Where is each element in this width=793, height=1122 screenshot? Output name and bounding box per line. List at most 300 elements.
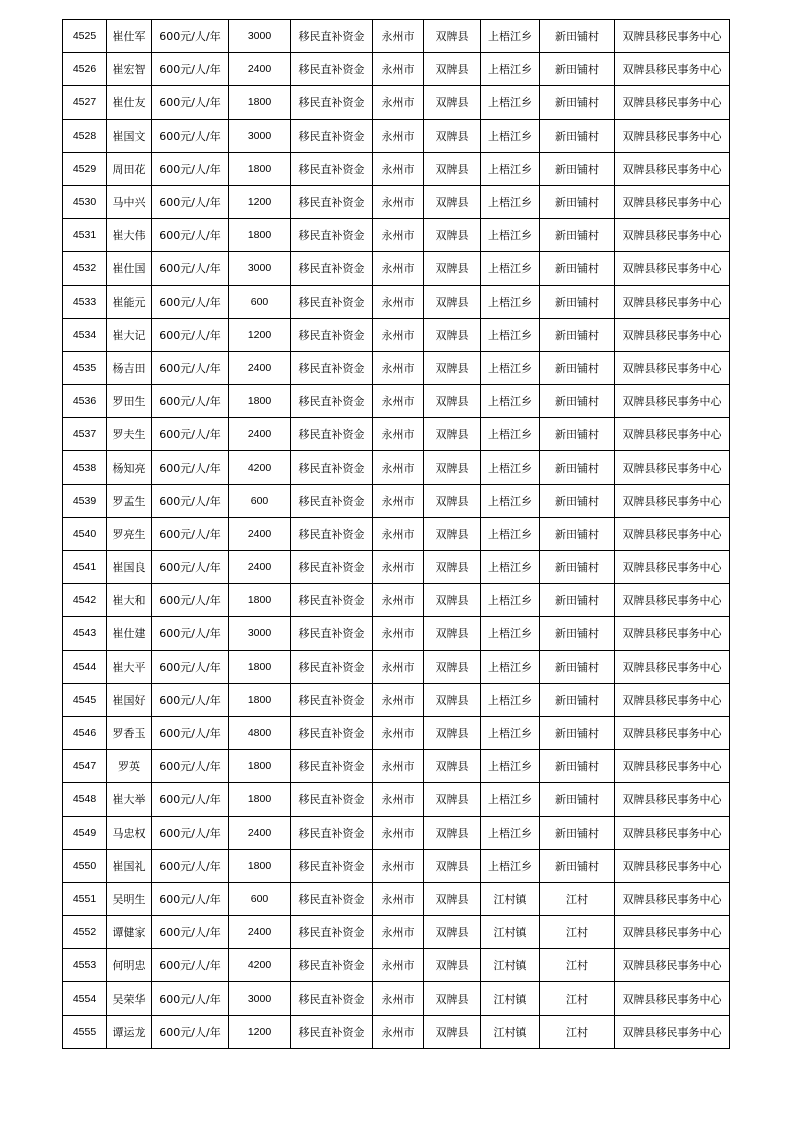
cell-county: 双牌县 [424, 152, 481, 185]
cell-agency: 双牌县移民事务中心 [615, 849, 730, 882]
cell-fund-type: 移民直补资金 [291, 949, 373, 982]
cell-name: 吴明生 [107, 882, 152, 915]
cell-county: 双牌县 [424, 683, 481, 716]
cell-city: 永州市 [373, 1015, 424, 1048]
cell-fund-type: 移民直补资金 [291, 285, 373, 318]
cell-name: 谭健家 [107, 916, 152, 949]
cell-fund-type: 移民直补资金 [291, 484, 373, 517]
cell-serial-number: 4551 [63, 882, 107, 915]
cell-serial-number: 4531 [63, 219, 107, 252]
cell-standard: 600元/人/年 [152, 683, 229, 716]
cell-fund-type: 移民直补资金 [291, 783, 373, 816]
cell-standard: 600元/人/年 [152, 318, 229, 351]
cell-amount: 600 [229, 484, 291, 517]
cell-name: 罗英 [107, 750, 152, 783]
cell-county: 双牌县 [424, 385, 481, 418]
cell-agency: 双牌县移民事务中心 [615, 53, 730, 86]
cell-agency: 双牌县移民事务中心 [615, 418, 730, 451]
cell-amount: 1800 [229, 86, 291, 119]
cell-city: 永州市 [373, 152, 424, 185]
table-row [63, 716, 730, 749]
table-row [63, 252, 730, 285]
cell-city: 永州市 [373, 53, 424, 86]
cell-standard: 600元/人/年 [152, 551, 229, 584]
cell-county: 双牌县 [424, 617, 481, 650]
cell-fund-type: 移民直补资金 [291, 716, 373, 749]
cell-city: 永州市 [373, 882, 424, 915]
cell-city: 永州市 [373, 683, 424, 716]
cell-amount: 3000 [229, 20, 291, 53]
cell-standard: 600元/人/年 [152, 185, 229, 218]
cell-name: 崔仕军 [107, 20, 152, 53]
cell-township: 上梧江乡 [481, 650, 540, 683]
cell-amount: 2400 [229, 351, 291, 384]
cell-standard: 600元/人/年 [152, 1015, 229, 1048]
cell-agency: 双牌县移民事务中心 [615, 451, 730, 484]
cell-name: 崔大伟 [107, 219, 152, 252]
cell-village: 新田铺村 [540, 53, 615, 86]
cell-city: 永州市 [373, 318, 424, 351]
cell-standard: 600元/人/年 [152, 916, 229, 949]
cell-serial-number: 4544 [63, 650, 107, 683]
cell-township: 上梧江乡 [481, 252, 540, 285]
cell-village: 江村 [540, 982, 615, 1015]
cell-city: 永州市 [373, 252, 424, 285]
cell-township: 上梧江乡 [481, 152, 540, 185]
cell-city: 永州市 [373, 716, 424, 749]
cell-fund-type: 移民直补资金 [291, 418, 373, 451]
cell-city: 永州市 [373, 650, 424, 683]
table-row [63, 86, 730, 119]
cell-standard: 600元/人/年 [152, 617, 229, 650]
cell-township: 上梧江乡 [481, 418, 540, 451]
table-row [63, 185, 730, 218]
cell-city: 永州市 [373, 86, 424, 119]
cell-township: 上梧江乡 [481, 750, 540, 783]
cell-fund-type: 移民直补资金 [291, 318, 373, 351]
cell-agency: 双牌县移民事务中心 [615, 86, 730, 119]
table-row [63, 20, 730, 53]
cell-village: 新田铺村 [540, 584, 615, 617]
cell-fund-type: 移民直补资金 [291, 517, 373, 550]
cell-serial-number: 4535 [63, 351, 107, 384]
cell-agency: 双牌县移民事务中心 [615, 949, 730, 982]
cell-agency: 双牌县移民事务中心 [615, 650, 730, 683]
table-row [63, 517, 730, 550]
cell-name: 马忠权 [107, 816, 152, 849]
cell-city: 永州市 [373, 20, 424, 53]
cell-name: 马中兴 [107, 185, 152, 218]
cell-township: 上梧江乡 [481, 683, 540, 716]
cell-amount: 4800 [229, 716, 291, 749]
cell-county: 双牌县 [424, 318, 481, 351]
table-row [63, 418, 730, 451]
table-row [63, 617, 730, 650]
cell-name: 崔大和 [107, 584, 152, 617]
table-row [63, 849, 730, 882]
cell-fund-type: 移民直补资金 [291, 816, 373, 849]
cell-serial-number: 4525 [63, 20, 107, 53]
cell-city: 永州市 [373, 750, 424, 783]
cell-city: 永州市 [373, 617, 424, 650]
cell-county: 双牌县 [424, 418, 481, 451]
cell-city: 永州市 [373, 351, 424, 384]
cell-county: 双牌县 [424, 53, 481, 86]
cell-county: 双牌县 [424, 650, 481, 683]
cell-amount: 1800 [229, 152, 291, 185]
cell-name: 崔仕友 [107, 86, 152, 119]
cell-agency: 双牌县移民事务中心 [615, 584, 730, 617]
cell-name: 崔国良 [107, 551, 152, 584]
cell-county: 双牌县 [424, 119, 481, 152]
cell-agency: 双牌县移民事务中心 [615, 1015, 730, 1048]
cell-amount: 2400 [229, 418, 291, 451]
cell-name: 吴荣华 [107, 982, 152, 1015]
cell-village: 新田铺村 [540, 86, 615, 119]
cell-name: 崔宏智 [107, 53, 152, 86]
cell-township: 上梧江乡 [481, 783, 540, 816]
cell-serial-number: 4554 [63, 982, 107, 1015]
cell-serial-number: 4547 [63, 750, 107, 783]
cell-agency: 双牌县移民事务中心 [615, 882, 730, 915]
cell-name: 崔大平 [107, 650, 152, 683]
cell-county: 双牌县 [424, 351, 481, 384]
table-row [63, 152, 730, 185]
cell-serial-number: 4532 [63, 252, 107, 285]
table-row [63, 683, 730, 716]
cell-agency: 双牌县移民事务中心 [615, 617, 730, 650]
cell-standard: 600元/人/年 [152, 849, 229, 882]
cell-amount: 1800 [229, 650, 291, 683]
cell-village: 新田铺村 [540, 219, 615, 252]
cell-amount: 3000 [229, 252, 291, 285]
cell-name: 杨知亮 [107, 451, 152, 484]
cell-serial-number: 4548 [63, 783, 107, 816]
cell-village: 新田铺村 [540, 185, 615, 218]
subsidy-table [62, 19, 730, 1049]
cell-standard: 600元/人/年 [152, 783, 229, 816]
cell-amount: 1200 [229, 185, 291, 218]
table-row [63, 584, 730, 617]
cell-county: 双牌县 [424, 219, 481, 252]
cell-county: 双牌县 [424, 783, 481, 816]
cell-serial-number: 4526 [63, 53, 107, 86]
cell-serial-number: 4552 [63, 916, 107, 949]
table-row [63, 484, 730, 517]
cell-agency: 双牌县移民事务中心 [615, 20, 730, 53]
cell-village: 新田铺村 [540, 750, 615, 783]
cell-township: 上梧江乡 [481, 285, 540, 318]
cell-agency: 双牌县移民事务中心 [615, 385, 730, 418]
cell-fund-type: 移民直补资金 [291, 53, 373, 86]
table-row [63, 982, 730, 1015]
cell-fund-type: 移民直补资金 [291, 982, 373, 1015]
cell-township: 上梧江乡 [481, 816, 540, 849]
cell-serial-number: 4550 [63, 849, 107, 882]
cell-agency: 双牌县移民事务中心 [615, 219, 730, 252]
cell-village: 新田铺村 [540, 650, 615, 683]
table-row [63, 119, 730, 152]
cell-village: 江村 [540, 949, 615, 982]
cell-fund-type: 移民直补资金 [291, 252, 373, 285]
cell-village: 新田铺村 [540, 517, 615, 550]
cell-amount: 3000 [229, 119, 291, 152]
cell-name: 罗孟生 [107, 484, 152, 517]
cell-township: 上梧江乡 [481, 86, 540, 119]
cell-county: 双牌县 [424, 451, 481, 484]
cell-village: 新田铺村 [540, 152, 615, 185]
cell-name: 罗夫生 [107, 418, 152, 451]
cell-standard: 600元/人/年 [152, 750, 229, 783]
table-row [63, 219, 730, 252]
cell-standard: 600元/人/年 [152, 20, 229, 53]
cell-agency: 双牌县移民事务中心 [615, 716, 730, 749]
cell-county: 双牌县 [424, 816, 481, 849]
cell-township: 江村镇 [481, 916, 540, 949]
cell-serial-number: 4527 [63, 86, 107, 119]
cell-serial-number: 4542 [63, 584, 107, 617]
table-row [63, 650, 730, 683]
cell-amount: 1800 [229, 849, 291, 882]
table-row [63, 916, 730, 949]
cell-standard: 600元/人/年 [152, 86, 229, 119]
cell-amount: 3000 [229, 982, 291, 1015]
cell-agency: 双牌县移民事务中心 [615, 750, 730, 783]
cell-village: 新田铺村 [540, 617, 615, 650]
cell-village: 新田铺村 [540, 551, 615, 584]
cell-township: 上梧江乡 [481, 219, 540, 252]
cell-serial-number: 4543 [63, 617, 107, 650]
cell-agency: 双牌县移民事务中心 [615, 783, 730, 816]
cell-serial-number: 4546 [63, 716, 107, 749]
cell-serial-number: 4549 [63, 816, 107, 849]
cell-fund-type: 移民直补资金 [291, 119, 373, 152]
cell-village: 新田铺村 [540, 484, 615, 517]
cell-fund-type: 移民直补资金 [291, 882, 373, 915]
cell-city: 永州市 [373, 418, 424, 451]
cell-amount: 2400 [229, 517, 291, 550]
cell-county: 双牌县 [424, 551, 481, 584]
cell-county: 双牌县 [424, 484, 481, 517]
cell-fund-type: 移民直补资金 [291, 20, 373, 53]
cell-standard: 600元/人/年 [152, 285, 229, 318]
cell-agency: 双牌县移民事务中心 [615, 517, 730, 550]
cell-standard: 600元/人/年 [152, 716, 229, 749]
cell-fund-type: 移民直补资金 [291, 351, 373, 384]
cell-fund-type: 移民直补资金 [291, 584, 373, 617]
cell-standard: 600元/人/年 [152, 152, 229, 185]
table-row [63, 385, 730, 418]
cell-name: 崔国礼 [107, 849, 152, 882]
cell-serial-number: 4530 [63, 185, 107, 218]
cell-standard: 600元/人/年 [152, 982, 229, 1015]
cell-township: 上梧江乡 [481, 119, 540, 152]
cell-name: 何明忠 [107, 949, 152, 982]
cell-county: 双牌县 [424, 20, 481, 53]
cell-amount: 2400 [229, 53, 291, 86]
cell-township: 上梧江乡 [481, 517, 540, 550]
cell-fund-type: 移民直补资金 [291, 750, 373, 783]
cell-county: 双牌县 [424, 750, 481, 783]
cell-standard: 600元/人/年 [152, 650, 229, 683]
cell-county: 双牌县 [424, 882, 481, 915]
cell-agency: 双牌县移民事务中心 [615, 351, 730, 384]
table-row [63, 318, 730, 351]
cell-name: 罗田生 [107, 385, 152, 418]
cell-agency: 双牌县移民事务中心 [615, 119, 730, 152]
cell-village: 新田铺村 [540, 849, 615, 882]
cell-standard: 600元/人/年 [152, 252, 229, 285]
cell-agency: 双牌县移民事务中心 [615, 916, 730, 949]
cell-name: 崔仕建 [107, 617, 152, 650]
table-row [63, 783, 730, 816]
cell-amount: 600 [229, 285, 291, 318]
cell-township: 上梧江乡 [481, 20, 540, 53]
cell-amount: 1800 [229, 385, 291, 418]
cell-village: 江村 [540, 916, 615, 949]
cell-fund-type: 移民直补资金 [291, 451, 373, 484]
cell-standard: 600元/人/年 [152, 119, 229, 152]
cell-village: 新田铺村 [540, 119, 615, 152]
cell-name: 崔仕国 [107, 252, 152, 285]
cell-village: 江村 [540, 882, 615, 915]
cell-agency: 双牌县移民事务中心 [615, 816, 730, 849]
cell-county: 双牌县 [424, 982, 481, 1015]
cell-amount: 2400 [229, 916, 291, 949]
cell-fund-type: 移民直补资金 [291, 185, 373, 218]
cell-county: 双牌县 [424, 716, 481, 749]
cell-fund-type: 移民直补资金 [291, 916, 373, 949]
table-row [63, 351, 730, 384]
cell-township: 上梧江乡 [481, 849, 540, 882]
cell-fund-type: 移民直补资金 [291, 152, 373, 185]
cell-serial-number: 4540 [63, 517, 107, 550]
cell-city: 永州市 [373, 551, 424, 584]
cell-serial-number: 4529 [63, 152, 107, 185]
cell-amount: 1200 [229, 318, 291, 351]
cell-amount: 3000 [229, 617, 291, 650]
cell-county: 双牌县 [424, 949, 481, 982]
cell-village: 新田铺村 [540, 285, 615, 318]
cell-fund-type: 移民直补资金 [291, 219, 373, 252]
cell-amount: 1800 [229, 219, 291, 252]
cell-name: 周田花 [107, 152, 152, 185]
cell-township: 上梧江乡 [481, 484, 540, 517]
cell-township: 上梧江乡 [481, 318, 540, 351]
cell-township: 上梧江乡 [481, 385, 540, 418]
cell-village: 新田铺村 [540, 318, 615, 351]
cell-serial-number: 4539 [63, 484, 107, 517]
cell-city: 永州市 [373, 584, 424, 617]
cell-amount: 1800 [229, 584, 291, 617]
cell-amount: 600 [229, 882, 291, 915]
cell-name: 罗亮生 [107, 517, 152, 550]
cell-village: 江村 [540, 1015, 615, 1048]
cell-city: 永州市 [373, 849, 424, 882]
table-row [63, 53, 730, 86]
cell-township: 上梧江乡 [481, 551, 540, 584]
cell-county: 双牌县 [424, 86, 481, 119]
cell-standard: 600元/人/年 [152, 451, 229, 484]
cell-name: 崔大举 [107, 783, 152, 816]
cell-agency: 双牌县移民事务中心 [615, 185, 730, 218]
cell-township: 江村镇 [481, 882, 540, 915]
cell-agency: 双牌县移民事务中心 [615, 551, 730, 584]
cell-serial-number: 4555 [63, 1015, 107, 1048]
cell-county: 双牌县 [424, 1015, 481, 1048]
cell-village: 新田铺村 [540, 351, 615, 384]
cell-township: 江村镇 [481, 982, 540, 1015]
cell-city: 永州市 [373, 949, 424, 982]
cell-name: 崔国文 [107, 119, 152, 152]
cell-serial-number: 4545 [63, 683, 107, 716]
cell-amount: 2400 [229, 551, 291, 584]
cell-name: 杨吉田 [107, 351, 152, 384]
cell-township: 上梧江乡 [481, 617, 540, 650]
cell-standard: 600元/人/年 [152, 816, 229, 849]
cell-village: 新田铺村 [540, 418, 615, 451]
cell-agency: 双牌县移民事务中心 [615, 152, 730, 185]
cell-amount: 2400 [229, 816, 291, 849]
cell-serial-number: 4537 [63, 418, 107, 451]
cell-serial-number: 4536 [63, 385, 107, 418]
table-row [63, 1015, 730, 1048]
cell-standard: 600元/人/年 [152, 418, 229, 451]
cell-serial-number: 4553 [63, 949, 107, 982]
cell-city: 永州市 [373, 119, 424, 152]
cell-township: 上梧江乡 [481, 584, 540, 617]
cell-agency: 双牌县移民事务中心 [615, 484, 730, 517]
cell-township: 江村镇 [481, 949, 540, 982]
cell-city: 永州市 [373, 451, 424, 484]
cell-standard: 600元/人/年 [152, 584, 229, 617]
table-row [63, 882, 730, 915]
cell-county: 双牌县 [424, 849, 481, 882]
cell-fund-type: 移民直补资金 [291, 551, 373, 584]
cell-fund-type: 移民直补资金 [291, 683, 373, 716]
table-row [63, 551, 730, 584]
cell-name: 崔大记 [107, 318, 152, 351]
cell-agency: 双牌县移民事务中心 [615, 285, 730, 318]
cell-township: 上梧江乡 [481, 185, 540, 218]
cell-village: 新田铺村 [540, 683, 615, 716]
cell-fund-type: 移民直补资金 [291, 86, 373, 119]
table-row [63, 451, 730, 484]
cell-village: 新田铺村 [540, 451, 615, 484]
cell-name: 崔能元 [107, 285, 152, 318]
table-row [63, 285, 730, 318]
cell-agency: 双牌县移民事务中心 [615, 683, 730, 716]
cell-agency: 双牌县移民事务中心 [615, 318, 730, 351]
cell-standard: 600元/人/年 [152, 385, 229, 418]
cell-fund-type: 移民直补资金 [291, 849, 373, 882]
cell-agency: 双牌县移民事务中心 [615, 982, 730, 1015]
cell-serial-number: 4534 [63, 318, 107, 351]
cell-serial-number: 4533 [63, 285, 107, 318]
cell-city: 永州市 [373, 385, 424, 418]
cell-village: 新田铺村 [540, 252, 615, 285]
cell-serial-number: 4528 [63, 119, 107, 152]
table-row [63, 750, 730, 783]
cell-city: 永州市 [373, 982, 424, 1015]
cell-standard: 600元/人/年 [152, 882, 229, 915]
table-body [63, 20, 730, 1049]
cell-fund-type: 移民直补资金 [291, 1015, 373, 1048]
table-row [63, 949, 730, 982]
cell-township: 上梧江乡 [481, 351, 540, 384]
cell-amount: 1800 [229, 750, 291, 783]
cell-agency: 双牌县移民事务中心 [615, 252, 730, 285]
